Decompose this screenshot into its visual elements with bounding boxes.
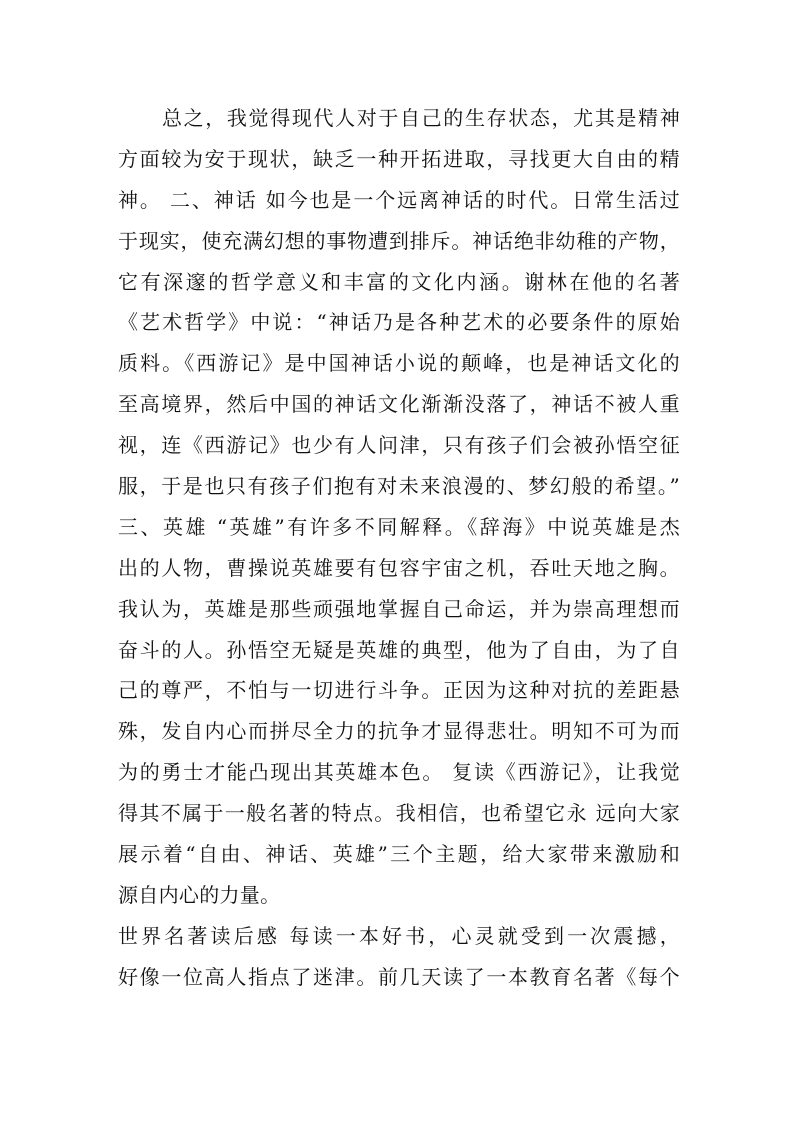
text-line: 至高境界，然后中国的神话文化渐渐没落了，神话不被人重: [118, 392, 680, 417]
text-line: 视，连《西游记》也少有人问津，只有孩子们会被孙悟空征: [118, 433, 680, 458]
text-line: 我认为，英雄是那些顽强地掌握自己命运，并为崇高理想而: [118, 596, 680, 621]
text-line: 服，于是也只有孩子们抱有对未来浪漫的、梦幻般的希望。”: [118, 474, 680, 499]
text-line: 己的尊严，不怕与一切进行斗争。正因为这种对抗的差距悬: [118, 678, 680, 703]
text-line: 《艺术哲学》中说：“神话乃是各种艺术的必要条件的原始: [118, 310, 680, 335]
text-line: 展示着“自由、神话、英雄”三个主题，给大家带来激励和: [118, 842, 680, 867]
text-line: 于现实，使充满幻想的事物遭到排斥。神话绝非幼稚的产物，: [118, 228, 680, 253]
text-line: 得其不属于一般名著的特点。我相信，也希望它永 远向大家: [118, 801, 680, 826]
text-line: 源自内心的力量。: [118, 882, 281, 907]
text-line: 奋斗的人。孙悟空无疑是英雄的典型，他为了自由，为了自: [118, 637, 680, 662]
text-line: 出的人物，曹操说英雄要有包容宇宙之机，吞吐天地之胸。: [118, 555, 680, 580]
text-line: 方面较为安于现状，缺乏一种开拓进取，寻找更大自由的精: [118, 146, 680, 171]
text-line: 三、英雄 “英雄”有许多不同解释。《辞海》中说英雄是杰: [118, 514, 680, 539]
text-line: 殊，发自内心而拼尽全力的抗争才显得悲壮。明知不可为而: [118, 719, 680, 744]
text-line: 好像一位高人指点了迷津。前几天读了一本教育名著《每个: [118, 964, 680, 989]
text-line: 它有深邃的哲学意义和丰富的文化内涵。谢林在他的名著: [118, 269, 680, 294]
text-line: 总之，我觉得现代人对于自己的生存状态，尤其是精神: [162, 106, 680, 130]
text-line: 世界名著读后感 每读一本好书，心灵就受到一次震撼，: [118, 923, 680, 948]
text-line: 质料。《西游记》是中国神话小说的颠峰，也是神话文化的: [118, 351, 680, 376]
body-text: [118, 98, 680, 998]
text-line: 为的勇士才能凸现出其英雄本色。 复读《西游记》，让我觉: [118, 760, 680, 785]
text-line: 神。 二、神话 如今也是一个远离神话的时代。日常生活过: [118, 187, 680, 212]
